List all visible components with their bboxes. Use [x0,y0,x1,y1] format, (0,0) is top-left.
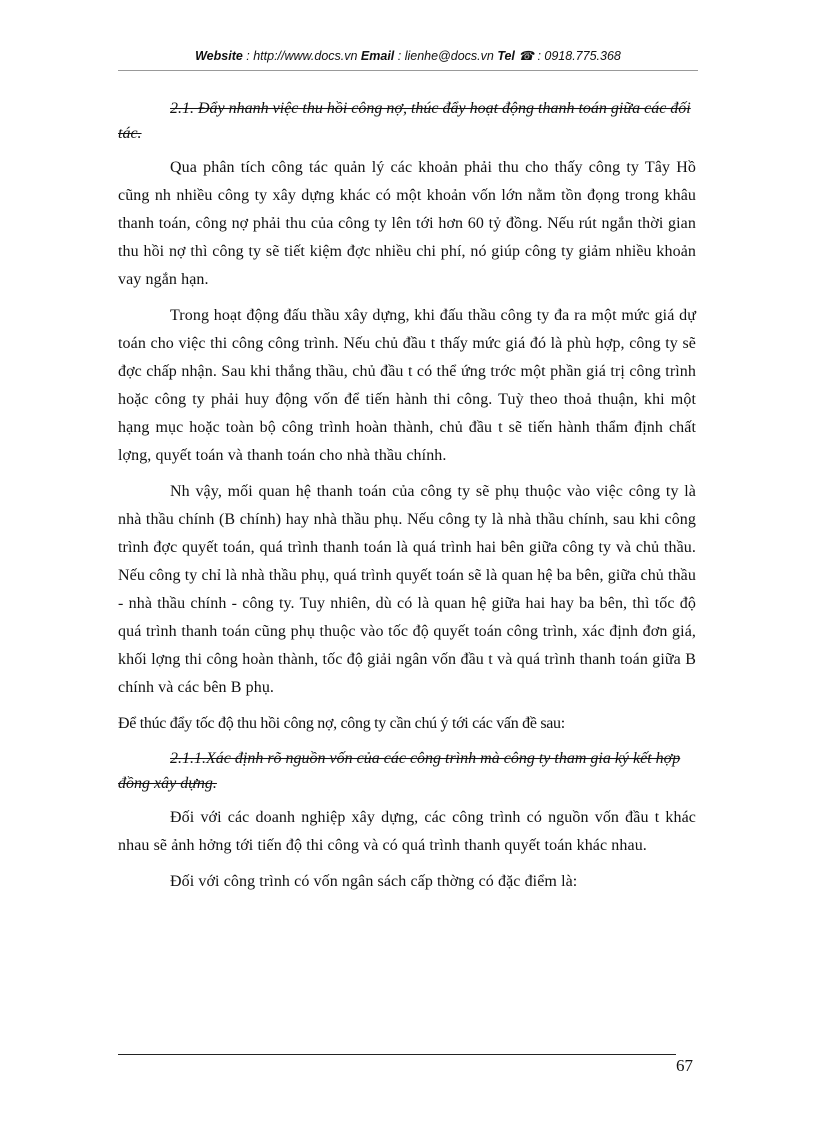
tel-label: Tel [497,49,515,63]
footer-divider [118,1054,676,1055]
page-header [118,48,698,63]
paragraph-state-budget: Đối với công trình có vốn ngân sách cấp thờng có đặc điểm là: [170,873,578,890]
page-number: 67 [676,1056,693,1075]
paragraph-receivables: Qua phân tích công tác quản lý các khoản phải thu cho thấy công ty Tây Hồ cũng nh nhiều công ty xây dựng khác có một khoản vốn lớn nằm tồn đọng trong khâu thanh toán, công nợ phải thu của công ty lên tới hơn 60 tỷ đồng. Nếu rút ngắn thời gian thu hồi nợ thì công ty sẽ tiết kiệm đợc nhiều chi phí, nó giúp công ty giảm nhiều khoản vay ngắn hạn. [118,159,696,288]
section-heading: 2.1. Đẩy nhanh việc thu hồi công nợ, thúc đẩy hoạt động thanh toán giữa các đối tác. [118,100,691,142]
paragraph-bidding: Trong hoạt động đấu thầu xây dựng, khi đấu thầu công ty đa ra một mức giá dự toán cho việc thi công công trình. Nếu chủ đầu t thấy mức giá đó là phù hợp, công ty sẽ đợc chấp nhận. Sau khi thắng thầu, chủ đầu t có thể ứng trớc một phần giá trị công trình hoặc công ty phải huy động vốn để tiến hành thi công. Tuỳ theo thoả thuận, khi một hạng mục hoặc toàn bộ công trình hoàn thành, chủ đầu t sẽ tiến hành thẩm định chất lợng, quyết toán và thanh toán cho nhà thầu chính. [118,307,696,464]
phone-icon: ☎ [518,49,534,63]
tel-value: : 0918.775.368 [533,49,621,63]
paragraph-payment-relations: Nh vậy, mối quan hệ thanh toán của công ty sẽ phụ thuộc vào việc công ty là nhà thầu chính (B chính) hay nhà thầu phụ. Nếu công ty là nhà thầu chính, sau khi công trình đợc quyết toán, quá trình thanh toán là quá trình hai bên giữa công ty và chủ thầu. Nếu công ty chỉ là nhà thầu phụ, quá trình quyết toán sẽ là quan hệ ba bên, giữa chủ thầu - nhà thầu chính - công ty. Tuy nhiên, dù có là quan hệ giữa hai hay ba bên, thì tốc độ quá trình thanh toán cũng phụ thuộc vào tốc độ quyết toán công trình, xác định đơn giá, khối lợng thi công hoàn thành, tốc độ giải ngân vốn đầu t và quá trình thanh toán giữa B chính và các bên B phụ. [118,483,696,696]
website-label: Website [195,49,243,63]
paragraph-intro-list: Để thúc đẩy tốc độ thu hồi công nợ, công ty cần chú ý tới các vấn đề sau: [118,715,565,732]
subsection-heading: 2.1.1.Xác định rõ nguồn vốn của các công trình mà công ty tham gia ký kết hợp đồng xây dựng. [118,750,681,792]
paragraph-capital-sources: Đối với các doanh nghiệp xây dựng, các công trình có nguồn vốn đầu t khác nhau sẽ ảnh hởng tới tiến độ thi công và có quá trình thanh quyết toán khác nhau. [118,809,696,854]
document-body [118,96,696,904]
website-value: : http://www.docs.vn [242,49,361,63]
email-value: : lienhe@docs.vn [394,49,498,63]
header-divider [118,70,698,71]
email-label: Email [360,49,395,63]
